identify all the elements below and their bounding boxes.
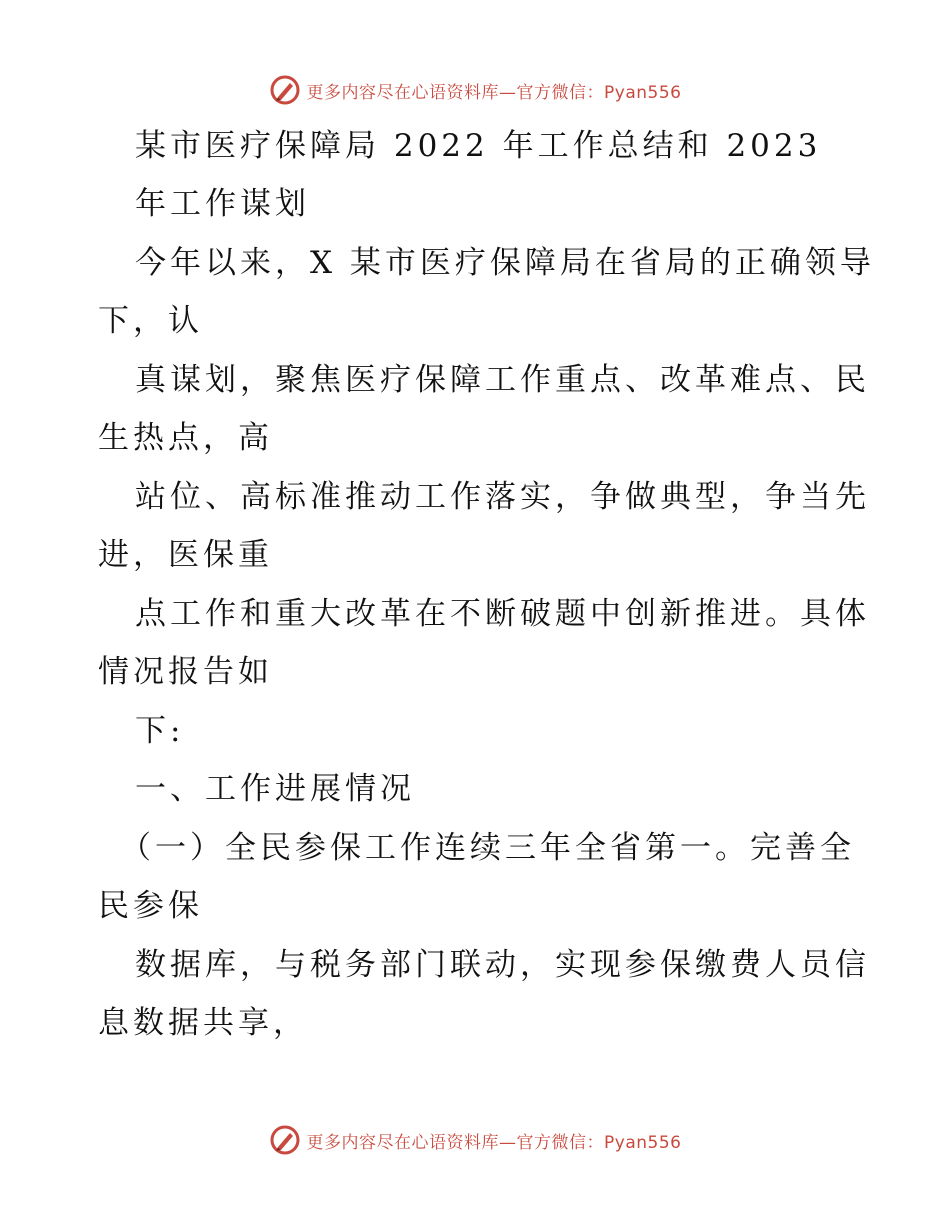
paragraph-line: 点工作和重大改革在不断破题中创新推进。具体	[135, 596, 870, 632]
paragraph-line: 数据库，与税务部门联动，实现参保缴费人员信	[135, 947, 870, 983]
footer-watermark-text: 更多内容尽在心语资料库—官方微信：Pyan556	[306, 1132, 682, 1153]
pen-logo-icon	[269, 1124, 301, 1156]
paragraph-line: 真谋划，聚焦医疗保障工作重点、改革难点、民	[135, 362, 870, 398]
paragraph-line: （一）全民参保工作连续三年全省第一。完善全	[120, 830, 855, 866]
paragraph-line: 生热点，高	[98, 420, 273, 456]
paragraph-line: 下，认	[98, 303, 203, 339]
section-heading: 一、工作进展情况	[135, 771, 415, 807]
paragraph-line: 息数据共享，	[98, 1005, 308, 1041]
paragraph-line: 下:	[135, 713, 185, 749]
header-watermark-text: 更多内容尽在心语资料库—官方微信：Pyan556	[306, 82, 682, 103]
document-title-line-2: 年工作谋划	[135, 186, 310, 222]
paragraph-line: 民参保	[98, 888, 203, 924]
paragraph-line: 今年以来，X 某市医疗保障局在省局的正确领导	[135, 245, 875, 281]
paragraph-line: 情况报告如	[98, 654, 273, 690]
document-title-line-1: 某市医疗保障局 2022 年工作总结和 2023	[135, 128, 822, 164]
footer-watermark-banner	[0, 1122, 950, 1158]
paragraph-line: 进，医保重	[98, 537, 273, 573]
pen-logo-icon	[269, 74, 301, 106]
header-watermark-banner	[0, 72, 950, 108]
paragraph-line: 站位、高标准推动工作落实，争做典型，争当先	[135, 479, 870, 515]
